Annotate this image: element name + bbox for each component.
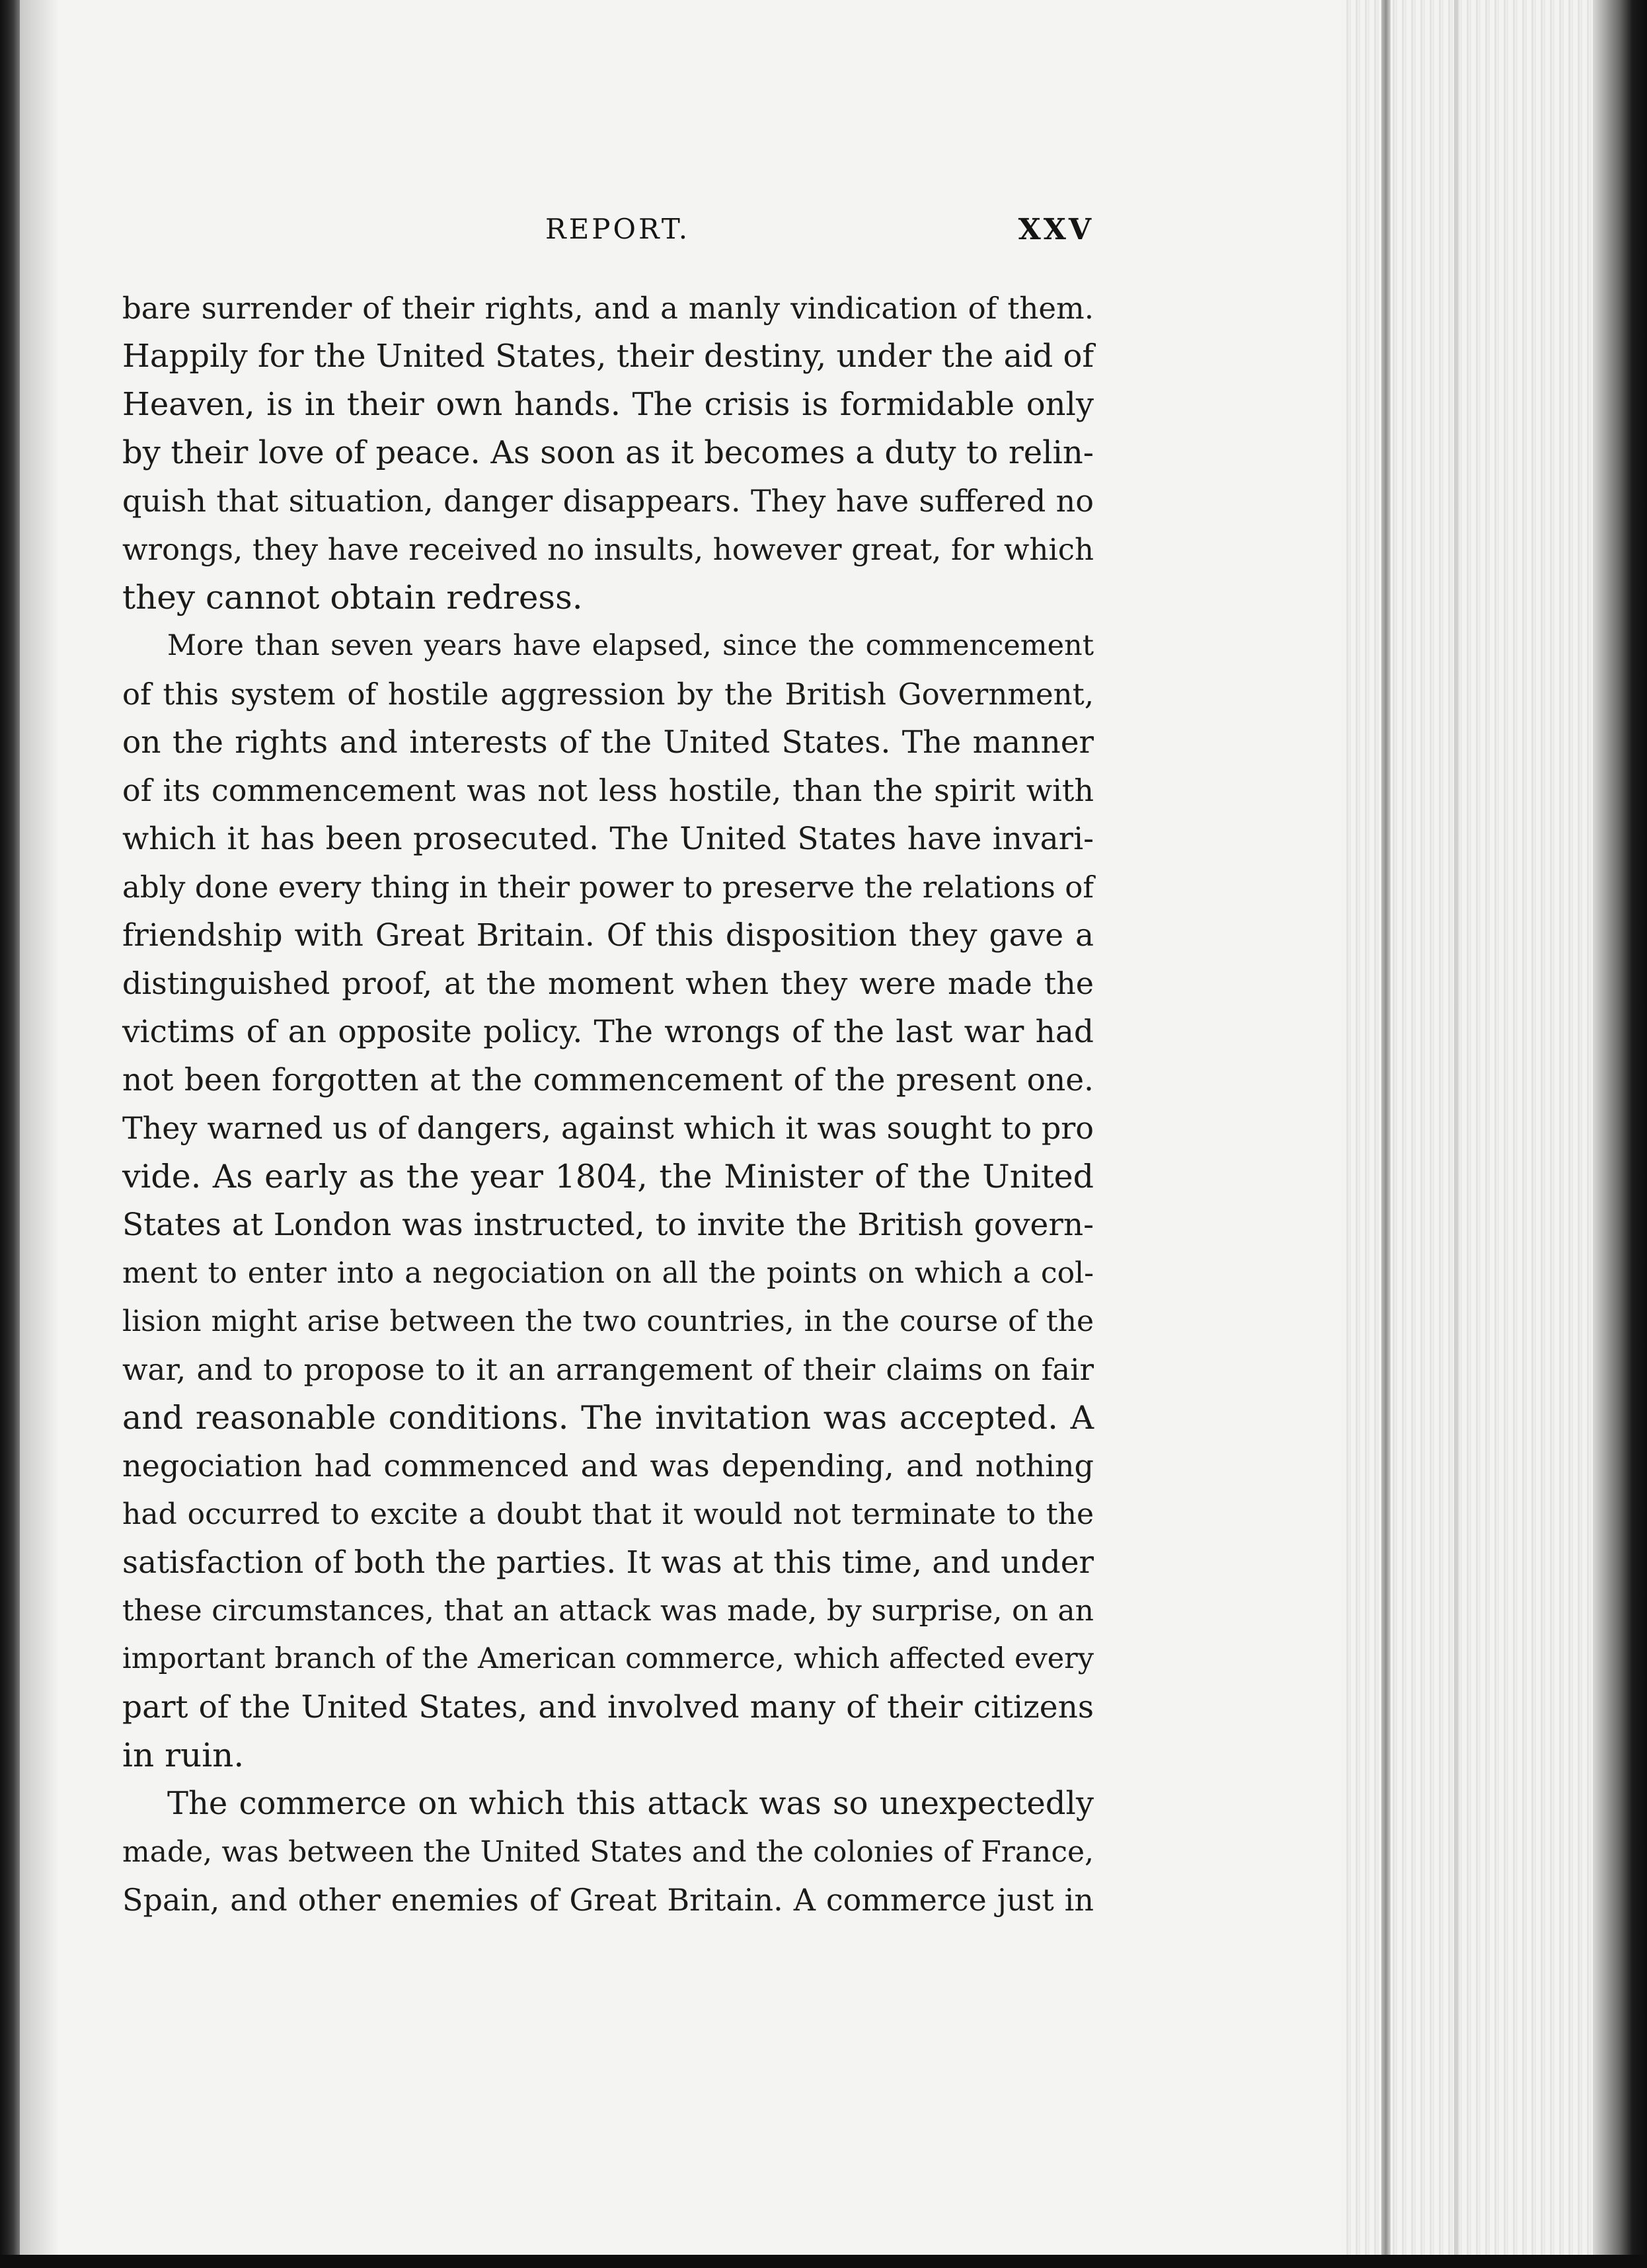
running-head: REPORT. [545,213,691,245]
text-line: They warned us of dangers, against which it was sought to pro [122,1110,1094,1146]
text-line: these circumstances, that an attack was made, by surprise, on an [122,1594,1094,1628]
right-scan-border [1593,0,1647,2268]
text-line: vide. As early as the year 1804, the Minister of the United [122,1158,1094,1195]
text-line: they cannot obtain redress. [122,578,583,617]
text-line: war, and to propose to it an arrangement of their claims on fair [122,1352,1094,1387]
paragraph [122,622,1094,1780]
paragraph [122,284,1094,622]
text-line: had occurred to excite a doubt that it would not terminate to the [122,1497,1094,1531]
page-number: XXV [1018,213,1094,246]
text-line: States at London was instructed, to invite the British govern- [122,1207,1094,1243]
text-line: ment to enter into a negociation on all the points on which a col- [122,1256,1094,1290]
text-line: and reasonable conditions. The invitation was accepted. A [122,1399,1094,1437]
text-line: lision might arise between the two countries, in the course of the [122,1304,1094,1338]
text-line: of its commencement was not less hostile, than the spirit with [122,773,1094,808]
paragraph [122,1780,1094,1924]
bottom-scan-border [0,2255,1647,2268]
left-gutter-shadow [20,0,59,2268]
text-line: which it has been prosecuted. The United States have invari- [122,821,1094,857]
text-line: The commerce on which this attack was so unexpectedly [167,1785,1094,1822]
text-line: not been forgotten at the commencement of the present one. [122,1062,1094,1098]
text-line: Spain, and other enemies of Great Britain. A commerce just in [122,1882,1094,1918]
text-line: quish that situation, danger disappears. They have suffered no [122,483,1094,519]
text-line: More than seven years have elapsed, since the commencement [167,629,1094,662]
text-line: satisfaction of both the parties. It was at this time, and under [122,1544,1094,1581]
text-line: Heaven, is in their own hands. The crisis is formidable only [122,386,1094,423]
text-line: wrongs, they have received no insults, however great, for which [122,532,1094,567]
text-line: negociation had commenced and was depending, and nothing [122,1448,1094,1484]
text-line: bare surrender of their rights, and a manly vindication of them. [122,291,1094,326]
text-line: of this system of hostile aggression by the British Government, [122,677,1094,712]
text-line: friendship with Great Britain. Of this disposition they gave a [122,917,1094,954]
text-line: in ruin. [122,1736,245,1774]
text-line: victims of an opposite policy. The wrongs of the last war had [122,1014,1094,1050]
page-edge-shadow [1381,0,1391,2268]
left-binding-edge [0,0,20,2268]
page-edge-line [1454,0,1458,2268]
text-line: by their love of peace. As soon as it becomes a duty to relin- [122,434,1094,471]
text-line: important branch of the American commerce, which affected every [122,1642,1094,1675]
text-line: on the rights and interests of the United States. The manner [122,724,1094,761]
text-line: distinguished proof, at the moment when they were made the [122,965,1094,1001]
page-header [122,213,1094,252]
text-line: Happily for the United States, their destiny, under the aid of [122,338,1094,375]
text-line: made, was between the United States and the colonies of France, [122,1835,1094,1869]
body-text [122,284,1094,1924]
text-line: part of the United States, and involved many of their citizens [122,1689,1094,1725]
text-line: ably done every thing in their power to preserve the relations of [122,870,1094,905]
